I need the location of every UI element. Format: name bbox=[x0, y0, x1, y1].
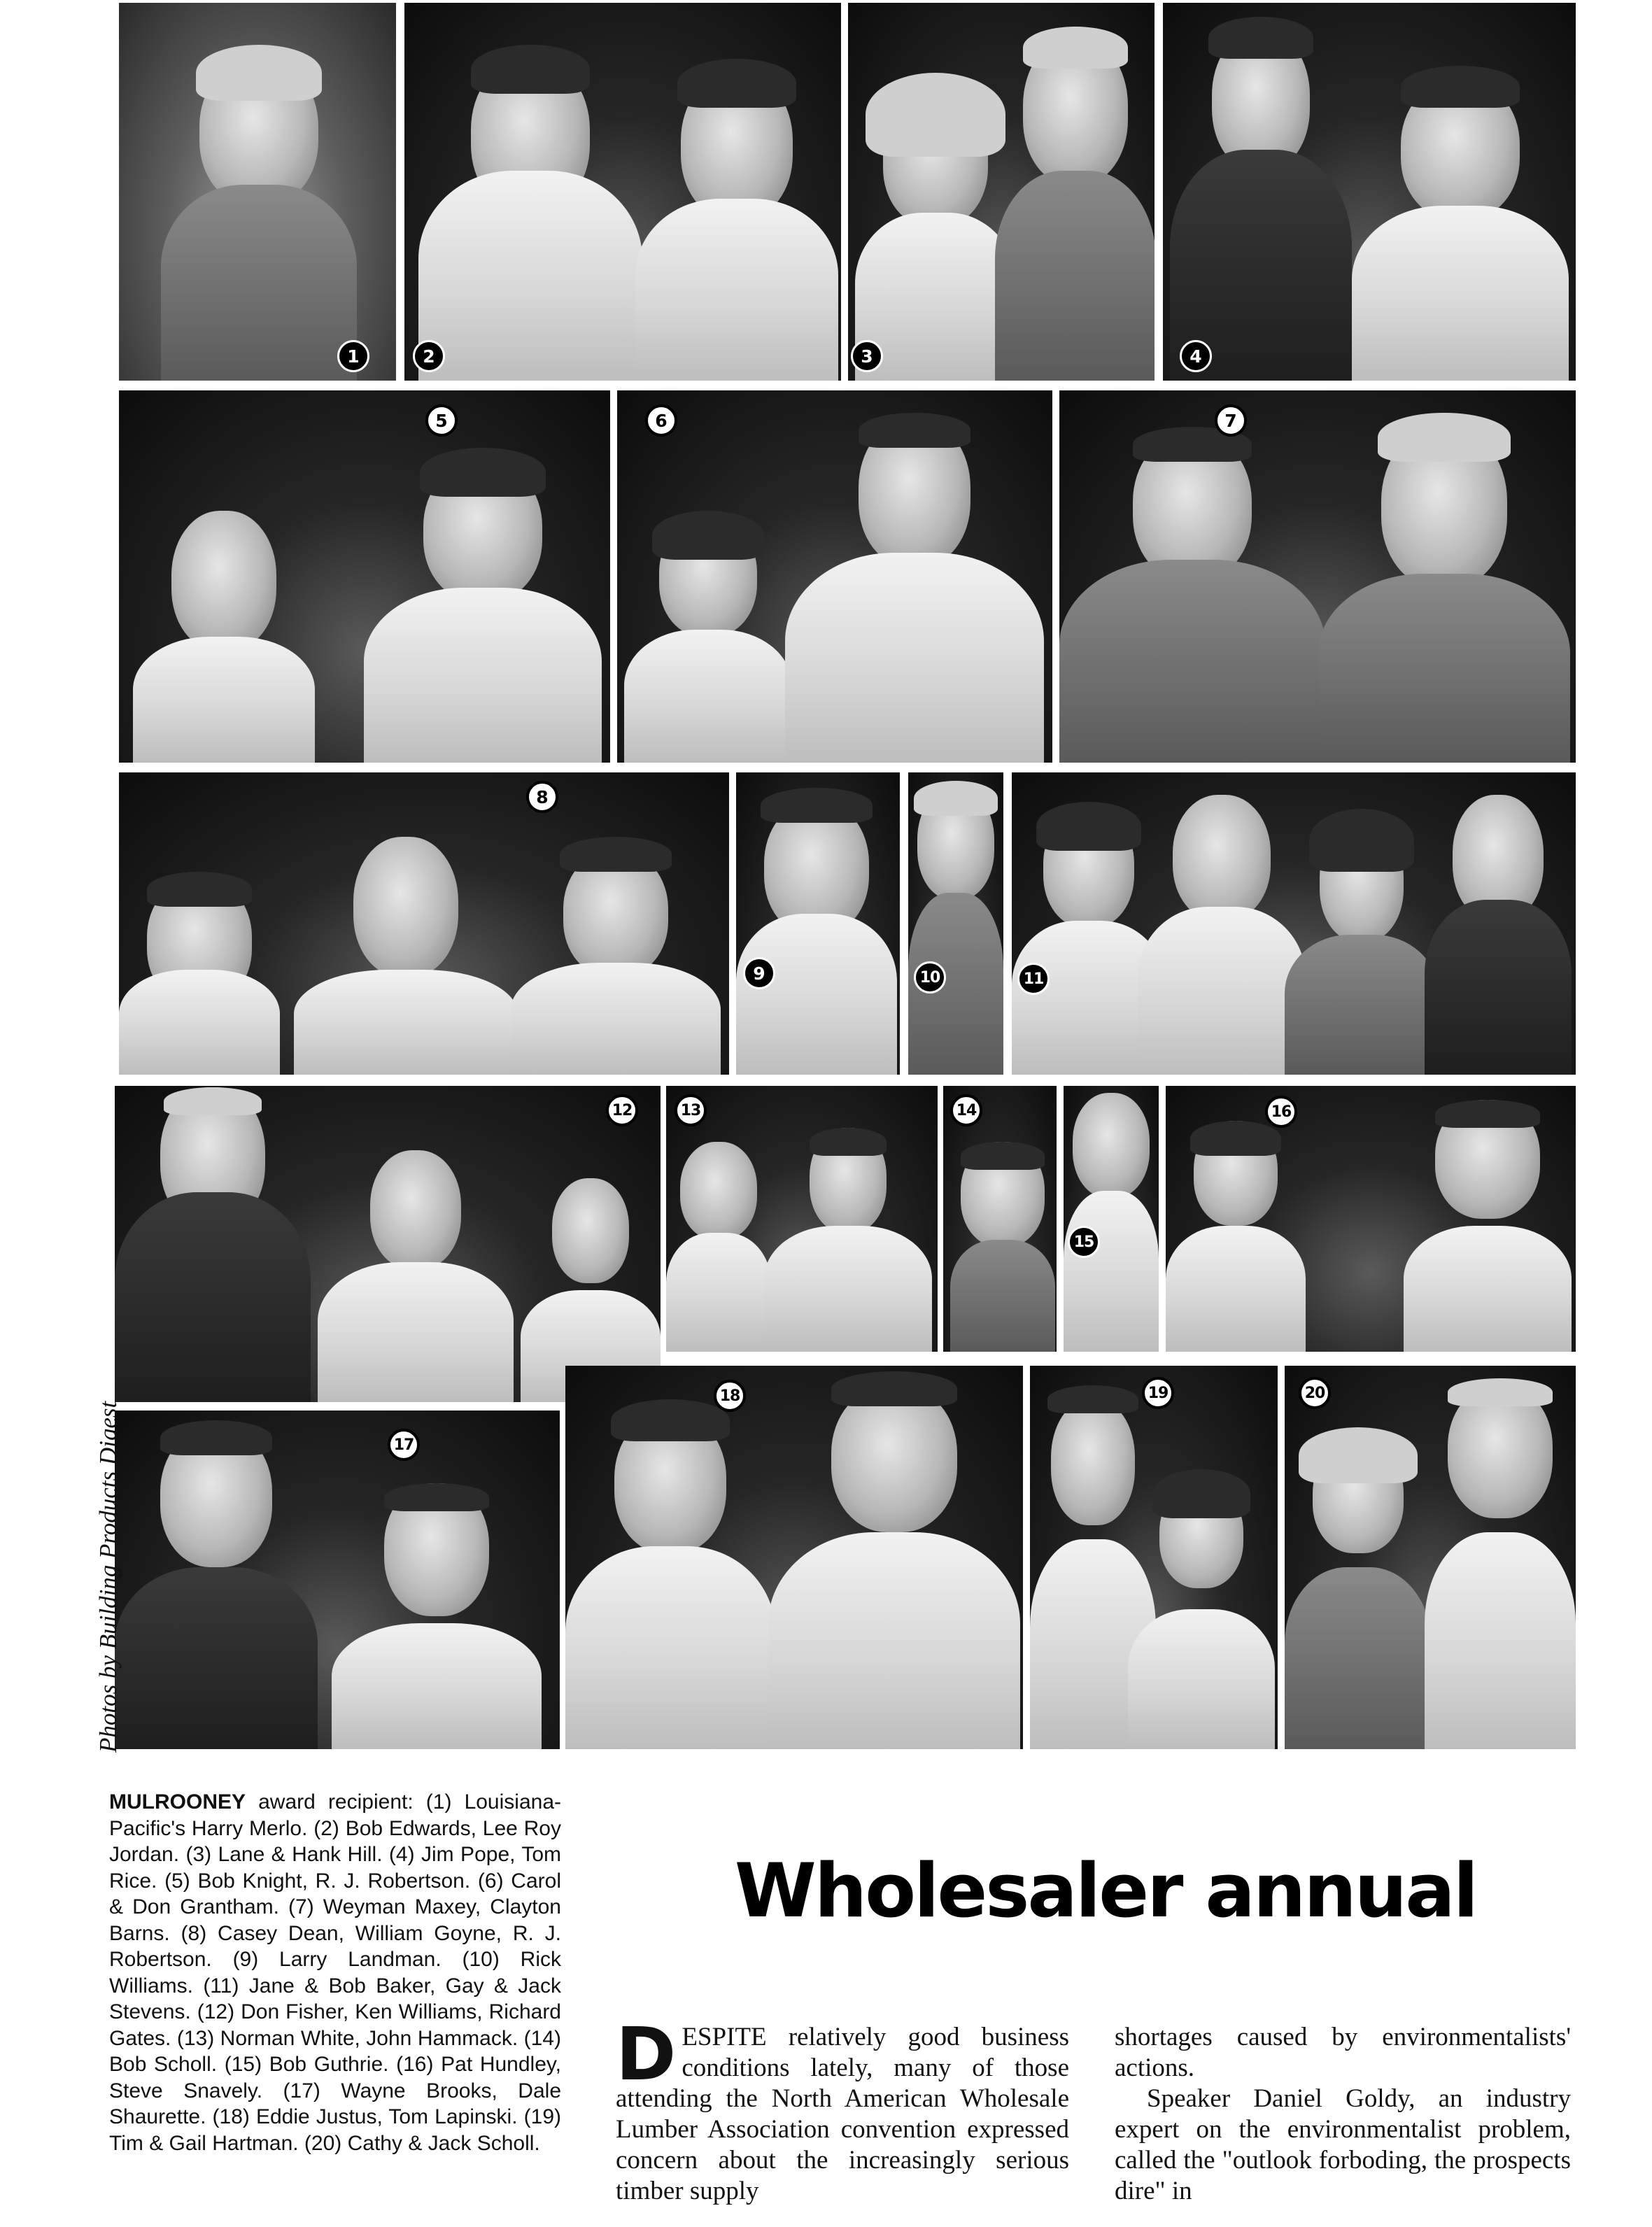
photo-number: 4 bbox=[1180, 340, 1212, 372]
photo-number: 17 bbox=[388, 1429, 420, 1461]
drop-cap: D bbox=[616, 2012, 677, 2097]
photo-20 bbox=[1285, 1366, 1576, 1749]
photo-number: 15 bbox=[1068, 1226, 1100, 1258]
photo-17 bbox=[115, 1411, 560, 1749]
photo-18 bbox=[565, 1366, 1023, 1749]
photo-number: 3 bbox=[851, 340, 883, 372]
photo-number: 16 bbox=[1265, 1096, 1297, 1128]
article-col1-text: ESPITE relatively good business conditions lately, many of those attending the North American Wholesale Lumber Association convention expressed concern about the increasingly serious timber supply bbox=[616, 2023, 1069, 2205]
photo-12 bbox=[115, 1086, 661, 1402]
photo-number: 12 bbox=[606, 1094, 638, 1126]
photo-4 bbox=[1163, 3, 1576, 381]
photo-number: 14 bbox=[950, 1094, 982, 1126]
photo-credit: Photos by Building Products Digest bbox=[94, 1401, 122, 1753]
photo-number: 13 bbox=[675, 1094, 707, 1126]
photo-10 bbox=[908, 772, 1003, 1075]
photo-16 bbox=[1166, 1086, 1576, 1352]
photo-number: 18 bbox=[714, 1380, 746, 1412]
photo-11 bbox=[1012, 772, 1576, 1075]
photo-1 bbox=[119, 3, 396, 381]
photo-number: 9 bbox=[743, 957, 775, 989]
photo-3 bbox=[848, 3, 1155, 381]
photo-13 bbox=[666, 1086, 938, 1352]
photo-number: 11 bbox=[1017, 963, 1050, 995]
photo-15 bbox=[1064, 1086, 1159, 1352]
headline: Wholesaler annual bbox=[734, 1848, 1477, 1934]
photo-19 bbox=[1030, 1366, 1278, 1749]
photo-number: 6 bbox=[645, 404, 677, 437]
photo-number: 10 bbox=[914, 961, 946, 994]
photo-7 bbox=[1059, 390, 1576, 763]
photo-caption bbox=[109, 1789, 561, 2156]
photo-number: 7 bbox=[1215, 404, 1247, 437]
photo-9 bbox=[736, 772, 900, 1075]
caption-text: award recipient: (1) Louisiana-Pacific's Harry Merlo. (2) Bob Edwards, Lee Roy Jordan. (3) Lane & Hank Hill. (4) Jim Pope, Tom Rice. (5) Bob Knight, R. J. Robertson. (6) Carol & Don Grantham. (7) Weyman Maxey, Clayton Barns. (8) Casey Dean, William Goyne, R. J. Robertson. (9) Larry Landman. (10) Rick Williams. (11) Jane & Bob Baker, Gay & Jack Stevens. (12) Don Fisher, Ken Williams, Richard Gates. (13) Norman White, John Hammack. (14) Bob Scholl. (15) Bob Guthrie. (16) Pat Hundley, Steve Snavely. (17) Wayne Brooks, Dale Shaurette. (18) Eddie Justus, Tom Lapinski. (19) Tim & Gail Hartman. (20) Cathy & Jack Scholl. bbox=[109, 1790, 561, 2155]
photo-8 bbox=[119, 772, 729, 1075]
photo-number: 1 bbox=[337, 340, 369, 372]
article-column-1 bbox=[616, 2012, 1069, 2207]
article-col2-paragraph-2: Speaker Daniel Goldy, an industry expert on the environmentalist problem, called the "outlook forboding, the prospects dire" in bbox=[1115, 2084, 1571, 2205]
photo-14 bbox=[943, 1086, 1057, 1352]
photo-number: 5 bbox=[425, 404, 458, 437]
photo-5 bbox=[119, 390, 610, 763]
photo-number: 20 bbox=[1299, 1377, 1331, 1409]
photo-6 bbox=[617, 390, 1052, 763]
article-column-2 bbox=[1115, 2022, 1571, 2207]
photo-number: 19 bbox=[1142, 1377, 1174, 1409]
article-col2-paragraph-1: shortages caused by environmentalists' actions. bbox=[1115, 2023, 1571, 2082]
photo-2 bbox=[404, 3, 841, 381]
caption-lead: MULROONEY bbox=[109, 1790, 246, 1814]
photo-number: 8 bbox=[526, 781, 558, 813]
photo-number: 2 bbox=[413, 340, 445, 372]
